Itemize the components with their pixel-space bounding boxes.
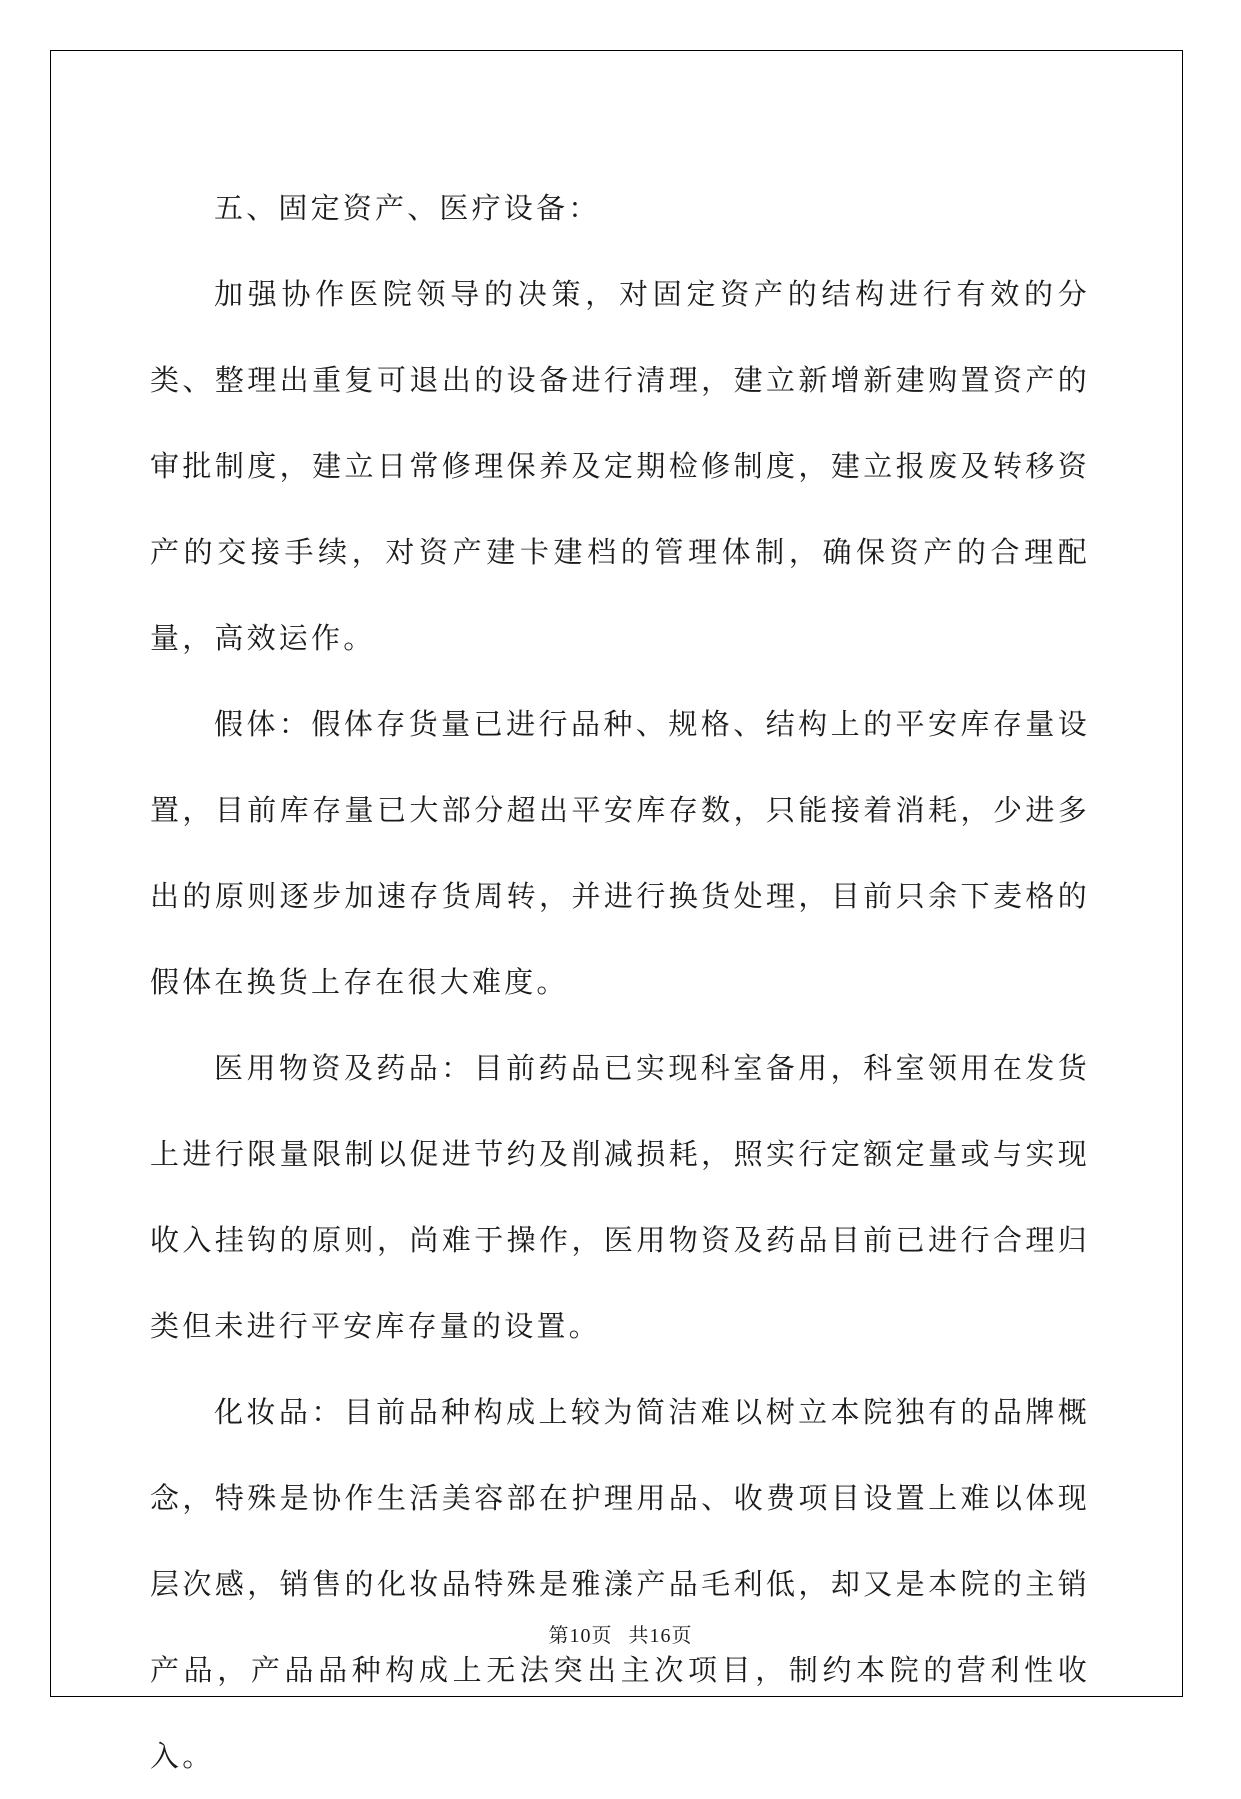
page-total: 共16页 (628, 1625, 693, 1647)
paragraph-fixed-assets: 加强协作医院领导的决策，对固定资产的结构进行有效的分类、整理出重复可退出的设备进行清理，建立新增新建购置资产的审批制度，建立日常修理保养及定期检修制度，建立报废及转移资产的交接手续，对资产建卡建档的管理体制，确保资产的合理配量，高效运作。 (150, 277, 1090, 655)
paragraph-medical-supplies: 医用物资及药品：目前药品已实现科室备用，科室领用在发货上进行限量限制以促进节约及削减损耗，照实行定额定量或与实现收入挂钩的原则，尚难于操作，医用物资及药品目前已进行合理归类但未进行平安库存量的设置。 (150, 1051, 1090, 1343)
paragraph-prosthesis: 假体：假体存货量已进行品种、规格、结构上的平安库存量设置，目前库存量已大部分超出平安库存数，只能接着消耗，少进多出的原则逐步加速存货周转，并进行换货处理，目前只余下麦格的假体在换货上存在很大难度。 (150, 707, 1090, 999)
section-heading: 五、固定资产、医疗设备： (214, 191, 601, 225)
page-number: 第10页 (548, 1625, 613, 1647)
document-body (150, 165, 1090, 1799)
paragraph-cosmetics: 化妆品：目前品种构成上较为简洁难以树立本院独有的品牌概念，特殊是协作生活美容部在护理用品、收费项目设置上难以体现层次感，销售的化妆品特殊是雅漾产品毛利低，却又是本院的主销产品，产品品种构成上无法突出主次项目，制约本院的营利性收入。 (150, 1395, 1090, 1773)
page-footer (0, 1619, 1241, 1648)
